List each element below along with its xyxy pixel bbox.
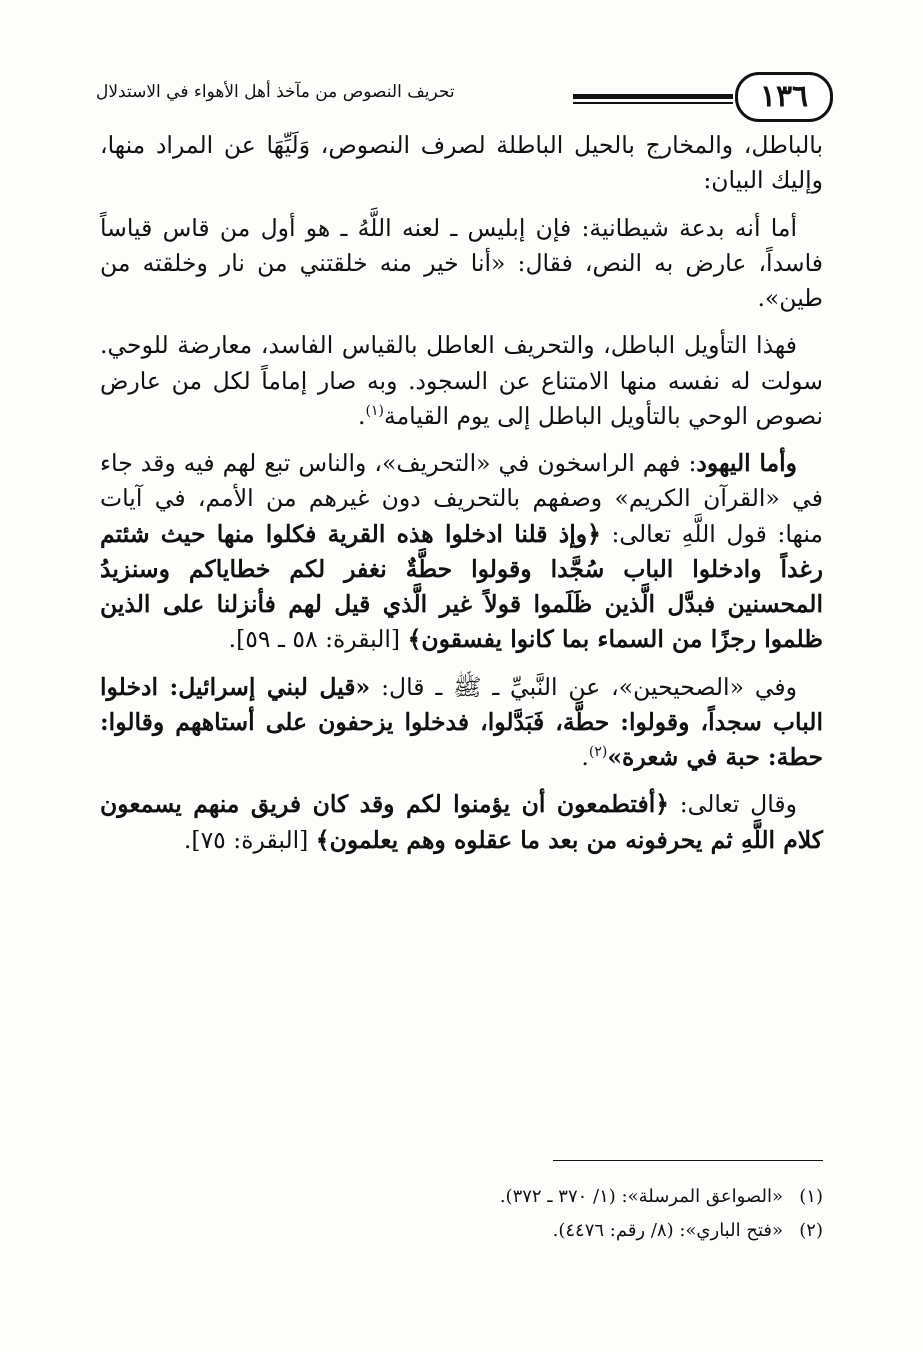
quran-verse-baqarah-75: ﴿أفتطمعون أن يؤمنوا لكم وقد كان فريق منهم يسمعون كلام اللَّهِ ثم يحرفونه من بعد ما عقلوه وهم يعلمون﴾ bbox=[100, 790, 823, 854]
main-text bbox=[100, 128, 823, 870]
paragraph-6-text: وقال تعالى: bbox=[669, 790, 797, 819]
page-number: ١٣٦ bbox=[735, 72, 833, 122]
paragraph-6 bbox=[100, 787, 823, 858]
paragraph-4-lead: وأما اليهود bbox=[696, 449, 797, 477]
header-rule bbox=[573, 94, 733, 104]
paragraph-5 bbox=[100, 670, 823, 776]
footnote-ref-1: (١) bbox=[365, 402, 384, 419]
paragraph-5-end: . bbox=[581, 743, 589, 771]
page-header bbox=[96, 72, 833, 128]
paragraph-3 bbox=[100, 328, 823, 434]
paragraph-1: بالباطل، والمخارج بالحيل الباطلة لصرف النصوص، وَلَيِّهَا عن المراد منها، وإليك البيان: bbox=[100, 131, 823, 195]
verse-citation-1: [البقرة: ٥٨ ـ ٥٩]. bbox=[228, 625, 408, 654]
running-title: تحريف النصوص من مآخذ أهل الأهواء في الاستدلال bbox=[96, 82, 455, 102]
footnote-ref-2: (٢) bbox=[588, 744, 608, 761]
verse-citation-2: [البقرة: ٧٥]. bbox=[183, 825, 316, 854]
paragraph-4 bbox=[100, 446, 823, 658]
quran-verse-baqarah-58-59: ﴿وإذ قلنا ادخلوا هذه القرية فكلوا منها حيث شئتم رغداً وادخلوا الباب سُجَّدا وقولوا حطَّةٌ نغفر لكم خطاياكم وسنزيدُ المحسنين فبدَّل الَّذين ظَلَموا قولاً غير الَّذي قيل لهم فأنزلنا على الذين ظلموا رجزًا من السماء بما كانوا يفسقون﴾ bbox=[100, 519, 823, 654]
footnote-separator bbox=[553, 1160, 823, 1161]
paragraph-5-text: وفي «الصحيحين»، عن النَّبيِّ ـ ﷺ ـ قال: bbox=[370, 672, 797, 701]
paragraph-2: أما أنه بدعة شيطانية: فإن إبليس ـ لعنه اللَّهُ ـ هو أول من قاس قياساً فاسداً، عارض به النص، فقال: «أنا خير منه خلقتني من نار وخلقته من طين». bbox=[100, 213, 823, 312]
paragraph-4-text: : فهم الراسخون في «التحريف»، والناس تبع لهم فيه وقد جاء في «القرآن الكريم» وصفهم بالتحريف دون غيرهم من الأمم، في آيات منها: قول اللَّهِ تعالى: bbox=[100, 449, 824, 548]
footnote-number: (١) bbox=[799, 1186, 823, 1207]
footnote-2 bbox=[100, 1214, 823, 1248]
footnotes bbox=[100, 1180, 823, 1248]
footnote-text: «فتح الباري»: (٨/ رقم: ٤٤٧٦). bbox=[552, 1220, 783, 1242]
footnote-1 bbox=[100, 1180, 823, 1214]
hadith-text: «قيل لبني إسرائيل: ادخلوا الباب سجداً، وقولوا: حطَّة، فَبَدَّلوا، فدخلوا يزحفون على أستاههم وقالوا: حطة: حبة في شعرة» bbox=[100, 672, 823, 771]
footnote-number: (٢) bbox=[799, 1220, 823, 1242]
footnote-text: «الصواعق المرسلة»: (١/ ٣٧٠ ـ ٣٧٢). bbox=[499, 1186, 783, 1207]
paragraph-3-text: فهذا التأويل الباطل، والتحريف العاطل بالقياس الفاسد، معارضة للوحي. سولت له نفسه منها الامتناع عن السجود. وبه صار إماماً لكل من عارض نصوص الوحي بالتأويل الباطل إلى يوم القيامة bbox=[100, 331, 823, 430]
paragraph-3-end: . bbox=[358, 401, 366, 430]
